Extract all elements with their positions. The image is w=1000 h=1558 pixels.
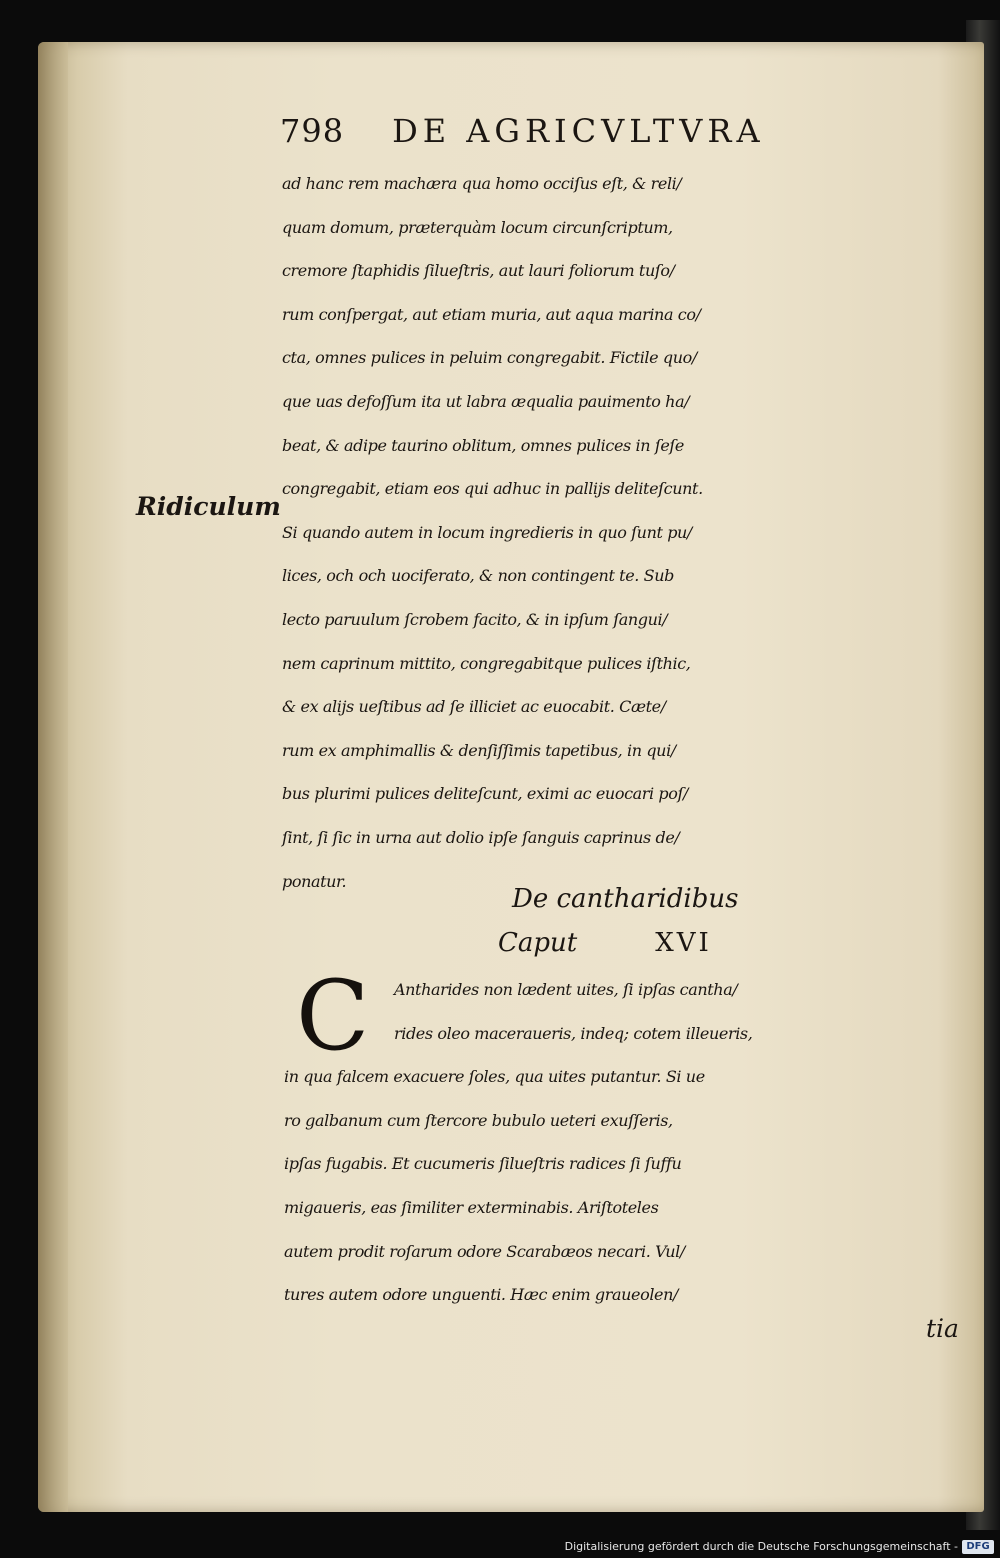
chapter-text-line: ipſas fugabis. Et cucumeris ſilueſtris radices ſi ſuffu	[284, 1154, 682, 1174]
dfg-logo: DFG	[962, 1540, 994, 1554]
text-line: congregabit, etiam eos qui adhuc in pallijs deliteſcunt.	[282, 479, 703, 499]
chapter-title: De cantharidibus	[512, 884, 739, 914]
marginal-note: Ridiculum	[136, 492, 281, 521]
text-line: & ex alijs ueſtibus ad ſe illiciet ac euocabit. Cæte/	[282, 697, 666, 717]
chapter-caput	[498, 928, 712, 958]
drop-cap: C	[296, 960, 370, 1072]
caput-number: XVI	[655, 928, 712, 958]
page-gutter-shadow	[38, 42, 68, 1512]
text-line: que uas defoſſum ita ut labra æqualia pauimento ha/	[282, 391, 690, 411]
catchword: tia	[926, 1314, 959, 1343]
text-line: lices, och och uociferato, & non contingent te. Sub	[282, 566, 674, 586]
funding-credit: Digitalisierung gefördert durch die Deutsche Forschungsgemeinschaft -	[564, 1540, 958, 1553]
text-line: ad hanc rem machæra qua homo occiſus eſt, & reli/	[282, 174, 682, 193]
text-line: beat, & adipe taurino oblitum, omnes pulices in ſeſe	[282, 435, 684, 455]
chapter-text	[284, 960, 974, 1317]
caput-label: Caput	[498, 928, 578, 958]
text-line: cta, omnes pulices in peluim congregabit. Fictile quo/	[282, 348, 697, 368]
running-head	[280, 112, 765, 150]
page-number: 798	[280, 112, 345, 150]
text-line: lecto paruulum ſcrobem facito, & in ipſum ſangui/	[282, 609, 668, 629]
text-line: cremore ſtaphidis ſilueſtris, aut lauri foliorum tuſo/	[282, 261, 675, 281]
chapter-text-line: ro galbanum cum ſtercore bubulo ueteri exuſſeris,	[284, 1110, 673, 1130]
chapter-text-line: tures autem odore unguenti. Hæc enim graueolen/	[284, 1285, 679, 1305]
chapter-text-line: Antharides non lædent uites, ſi ipſas cantha/	[394, 980, 738, 999]
chapter-text-line: rides oleo maceraueris, indeq; cotem illeueris,	[394, 1023, 753, 1043]
text-line: quam domum, præterquàm locum circunſcriptum,	[282, 217, 673, 237]
text-line: ſint, ſi ſic in urna aut dolio ipſe ſanguis caprinus de/	[282, 827, 680, 847]
text-line: rum ex amphimallis & denſiſſimis tapetibus, in qui/	[282, 740, 676, 760]
chapter-text-line: autem prodit roſarum odore Scarabæos necari. Vul/	[284, 1241, 685, 1261]
chapter-text-line: in qua falcem exacuere ſoles, qua uites putantur. Si ue	[284, 1067, 705, 1087]
text-line: nem caprinum mittito, congregabitque pulices iſthic,	[282, 653, 691, 673]
chapter-text-line: migaueris, eas ſimiliter exterminabis. Ariſtoteles	[284, 1197, 659, 1217]
text-line: rum conſpergat, aut etiam muria, aut aqua marina co/	[282, 304, 701, 324]
text-line: Si quando autem in locum ingredieris in quo ſunt pu/	[282, 522, 692, 542]
body-text	[282, 162, 972, 903]
text-line: ponatur.	[282, 871, 347, 891]
running-title: DE AGRICVLTVRA	[392, 112, 765, 150]
footer-bar	[0, 1538, 1000, 1558]
text-line: bus plurimi pulices deliteſcunt, eximi ac euocari poſ/	[282, 784, 689, 804]
